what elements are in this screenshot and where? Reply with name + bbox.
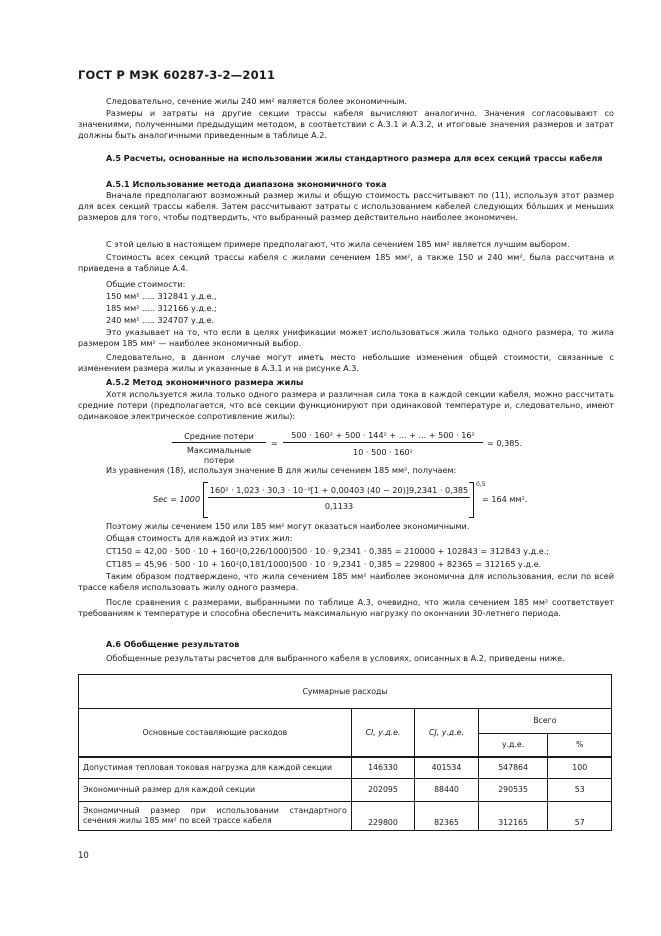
section-heading-a5: А.5 Расчеты, основанные на использовании жилы стандартного размера для всех секций трассы кабеля: [106, 153, 603, 163]
col-header-pct: %: [548, 734, 612, 758]
eq1-rhs-line: [283, 442, 483, 443]
eq1-equals: =: [271, 438, 278, 448]
eq1-rhs-numerator: 500 · 160² + 500 · 144² + ... + ... + 500 · 16²: [291, 430, 475, 440]
cell-cj: 82365: [415, 802, 479, 831]
row-label: Допустимая тепловая токовая нагрузка для каждой секции: [79, 757, 352, 779]
col-header-main: Основные составляющие расходов: [79, 709, 352, 758]
cell-total: 547864: [478, 757, 548, 779]
paragraph: Поэтому жилы сечением 150 или 185 мм² могут оказаться наиболее экономичными.: [106, 521, 470, 531]
eq2-fraction-line: [208, 497, 470, 498]
cost-line-240: 240 мм² ..... 324707 у.д.е.: [106, 315, 215, 325]
eq2-denominator: 0,1133: [324, 501, 354, 511]
cell-ci: 202095: [351, 779, 415, 802]
eq2-result: = 164 мм².: [482, 494, 528, 504]
cell-pct: 53: [548, 779, 612, 802]
paragraph: Следовательно, в данном случае могут иметь место небольшие изменения общей стоимости, связанные с изменением размера жилы и указанные в А.3.1 и на рисунке А.3.: [78, 352, 614, 374]
paragraph: Вначале предполагают возможный размер жилы и общую стоимость рассчитывают по (11), используя этот размер для всех секций трассы кабеля. Затем рассчитывают затраты с использованием кабелей следующих бо́льших и меньших размеров для того, чтобы подтвердить, что выбранный размер действительно наиболее экономичен.: [78, 190, 614, 223]
paragraph: Это указывает на то, что если в целях унификации может использоваться жила только одного размера, то жила размером 185 мм² — наиболее экономичный выбор.: [78, 327, 614, 349]
eq1-numerator-label: Средние потери: [184, 431, 254, 441]
eq2-right-bracket: [469, 482, 474, 518]
paragraph: Стоимость всех секций трассы кабеля с жилами сечением 185 мм², а также 150 и 240 мм², была рассчитана и приведена в таблице А.4.: [78, 252, 614, 274]
cell-pct: 100: [548, 757, 612, 779]
row-label: Экономичный размер для каждой секции: [79, 779, 352, 802]
costs-label: Общие стоимости:: [106, 279, 186, 289]
cost-line-150: 150 мм² ..... 312841 у.д.е.,: [106, 291, 217, 301]
eq1-result: = 0,385.: [487, 438, 523, 448]
col-header-cj: CJ, у.д.е.: [415, 709, 479, 758]
section-heading-a51: А.5.1 Использование метода диапазона экономичного тока: [106, 179, 387, 189]
paragraph: Таким образом подтверждено, что жила сечением 185 мм² наиболее экономична для использования, если по всей трассе кабеля использовать жилу одного размера.: [78, 571, 614, 593]
table-title: Суммарные расходы: [79, 675, 612, 709]
table-row: [79, 802, 612, 831]
document-header: ГОСТ Р МЭК 60287-3-2—2011: [78, 68, 276, 82]
cell-total: 312165: [478, 802, 548, 831]
col-header-ude: у.д.е.: [478, 734, 548, 758]
cell-total: 290535: [478, 779, 548, 802]
paragraph: С этой целью в настоящем примере предполагают, что жила сечением 185 мм² является лучшим выбором.: [106, 239, 570, 249]
paragraph: Следовательно, сечение жилы 240 мм² является более экономичным.: [106, 96, 408, 106]
table-row: [79, 779, 612, 802]
paragraph: Обобщенные результаты расчетов для выбранного кабеля в условиях, описанных в А.2, приведены ниже.: [106, 653, 565, 663]
page-number: 10: [78, 851, 89, 861]
col-header-total: Всего: [478, 709, 611, 734]
row-label: Экономичный размер при использовании стандартного сечения жилы 185 мм² по всей трассе кабеля: [79, 802, 352, 831]
cost-line-185: 185 мм² ..... 312166 у.д.е.;: [106, 303, 217, 313]
eq2-numerator: 160² · 1,023 · 30,3 · 10⁻⁹[1 + 0,00403 (40 − 20)]9,2341 · 0,385: [209, 485, 469, 495]
col-header-ci: CI, у.д.е.: [351, 709, 415, 758]
paragraph: Из уравнения (18), используя значение B для жилы сечением 185 мм², получаем:: [106, 465, 457, 475]
paragraph: Общая стоимость для каждой из этих жил:: [106, 533, 293, 543]
ct150-formula: CT150 = 42,00 · 500 · 10 + 160²(0,226/1000)500 · 10 · 9,2341 · 0,385 = 210000 + 102843 = 312843 у.д.е.;: [106, 546, 550, 556]
eq1-fraction-line: [172, 442, 266, 443]
eq2-lhs: Sec = 1000: [153, 494, 201, 504]
eq2-exponent: 0,5: [476, 481, 486, 488]
section-heading-a52: А.5.2 Метод экономичного размера жилы: [106, 377, 304, 387]
paragraph: Хотя используется жила только одного размера и различная сила тока в каждой секции кабеля, можно рассчитать средние потери (предполагается, что все секции функционируют при одинаковой температуре и, следовательно, имеют одинаковое электрическое сопротивление жилы):: [78, 389, 614, 422]
table-row: [79, 757, 612, 779]
paragraph: Размеры и затраты на другие секции трассы кабеля вычисляют аналогично. Значения согласовывают со значениями, полученными предыдущим методом, в соответствии с А.3.1 и А.3.2, и итоговые значения размеров и затрат должны быть аналогичными приведенным в таблице А.2.: [78, 108, 614, 141]
eq1-denominator-label: Максимальные потери: [186, 445, 252, 465]
ct185-formula: CT185 = 45,96 · 500 · 10 + 160²(0,181/1000)500 · 10 · 9,2341 · 0,385 = 229800 + 82365 = 312165 у.д.е.: [106, 559, 542, 569]
eq1-rhs-denominator: 10 · 500 · 160²: [353, 447, 413, 457]
cell-pct: 57: [548, 802, 612, 831]
cell-cj: 401534: [415, 757, 479, 779]
summary-table: [78, 674, 612, 831]
cell-ci: 146330: [351, 757, 415, 779]
paragraph: После сравнения с размерами, выбранными по таблице А.3, очевидно, что жила сечением 185 мм² соответствует требованиям к температуре и способна обеспечить максимальную нагрузку по окончании 30-летнего периода.: [78, 597, 614, 619]
cell-ci: 229800: [351, 802, 415, 831]
cell-cj: 88440: [415, 779, 479, 802]
section-heading-a6: А.6 Обобщение результатов: [106, 639, 240, 649]
